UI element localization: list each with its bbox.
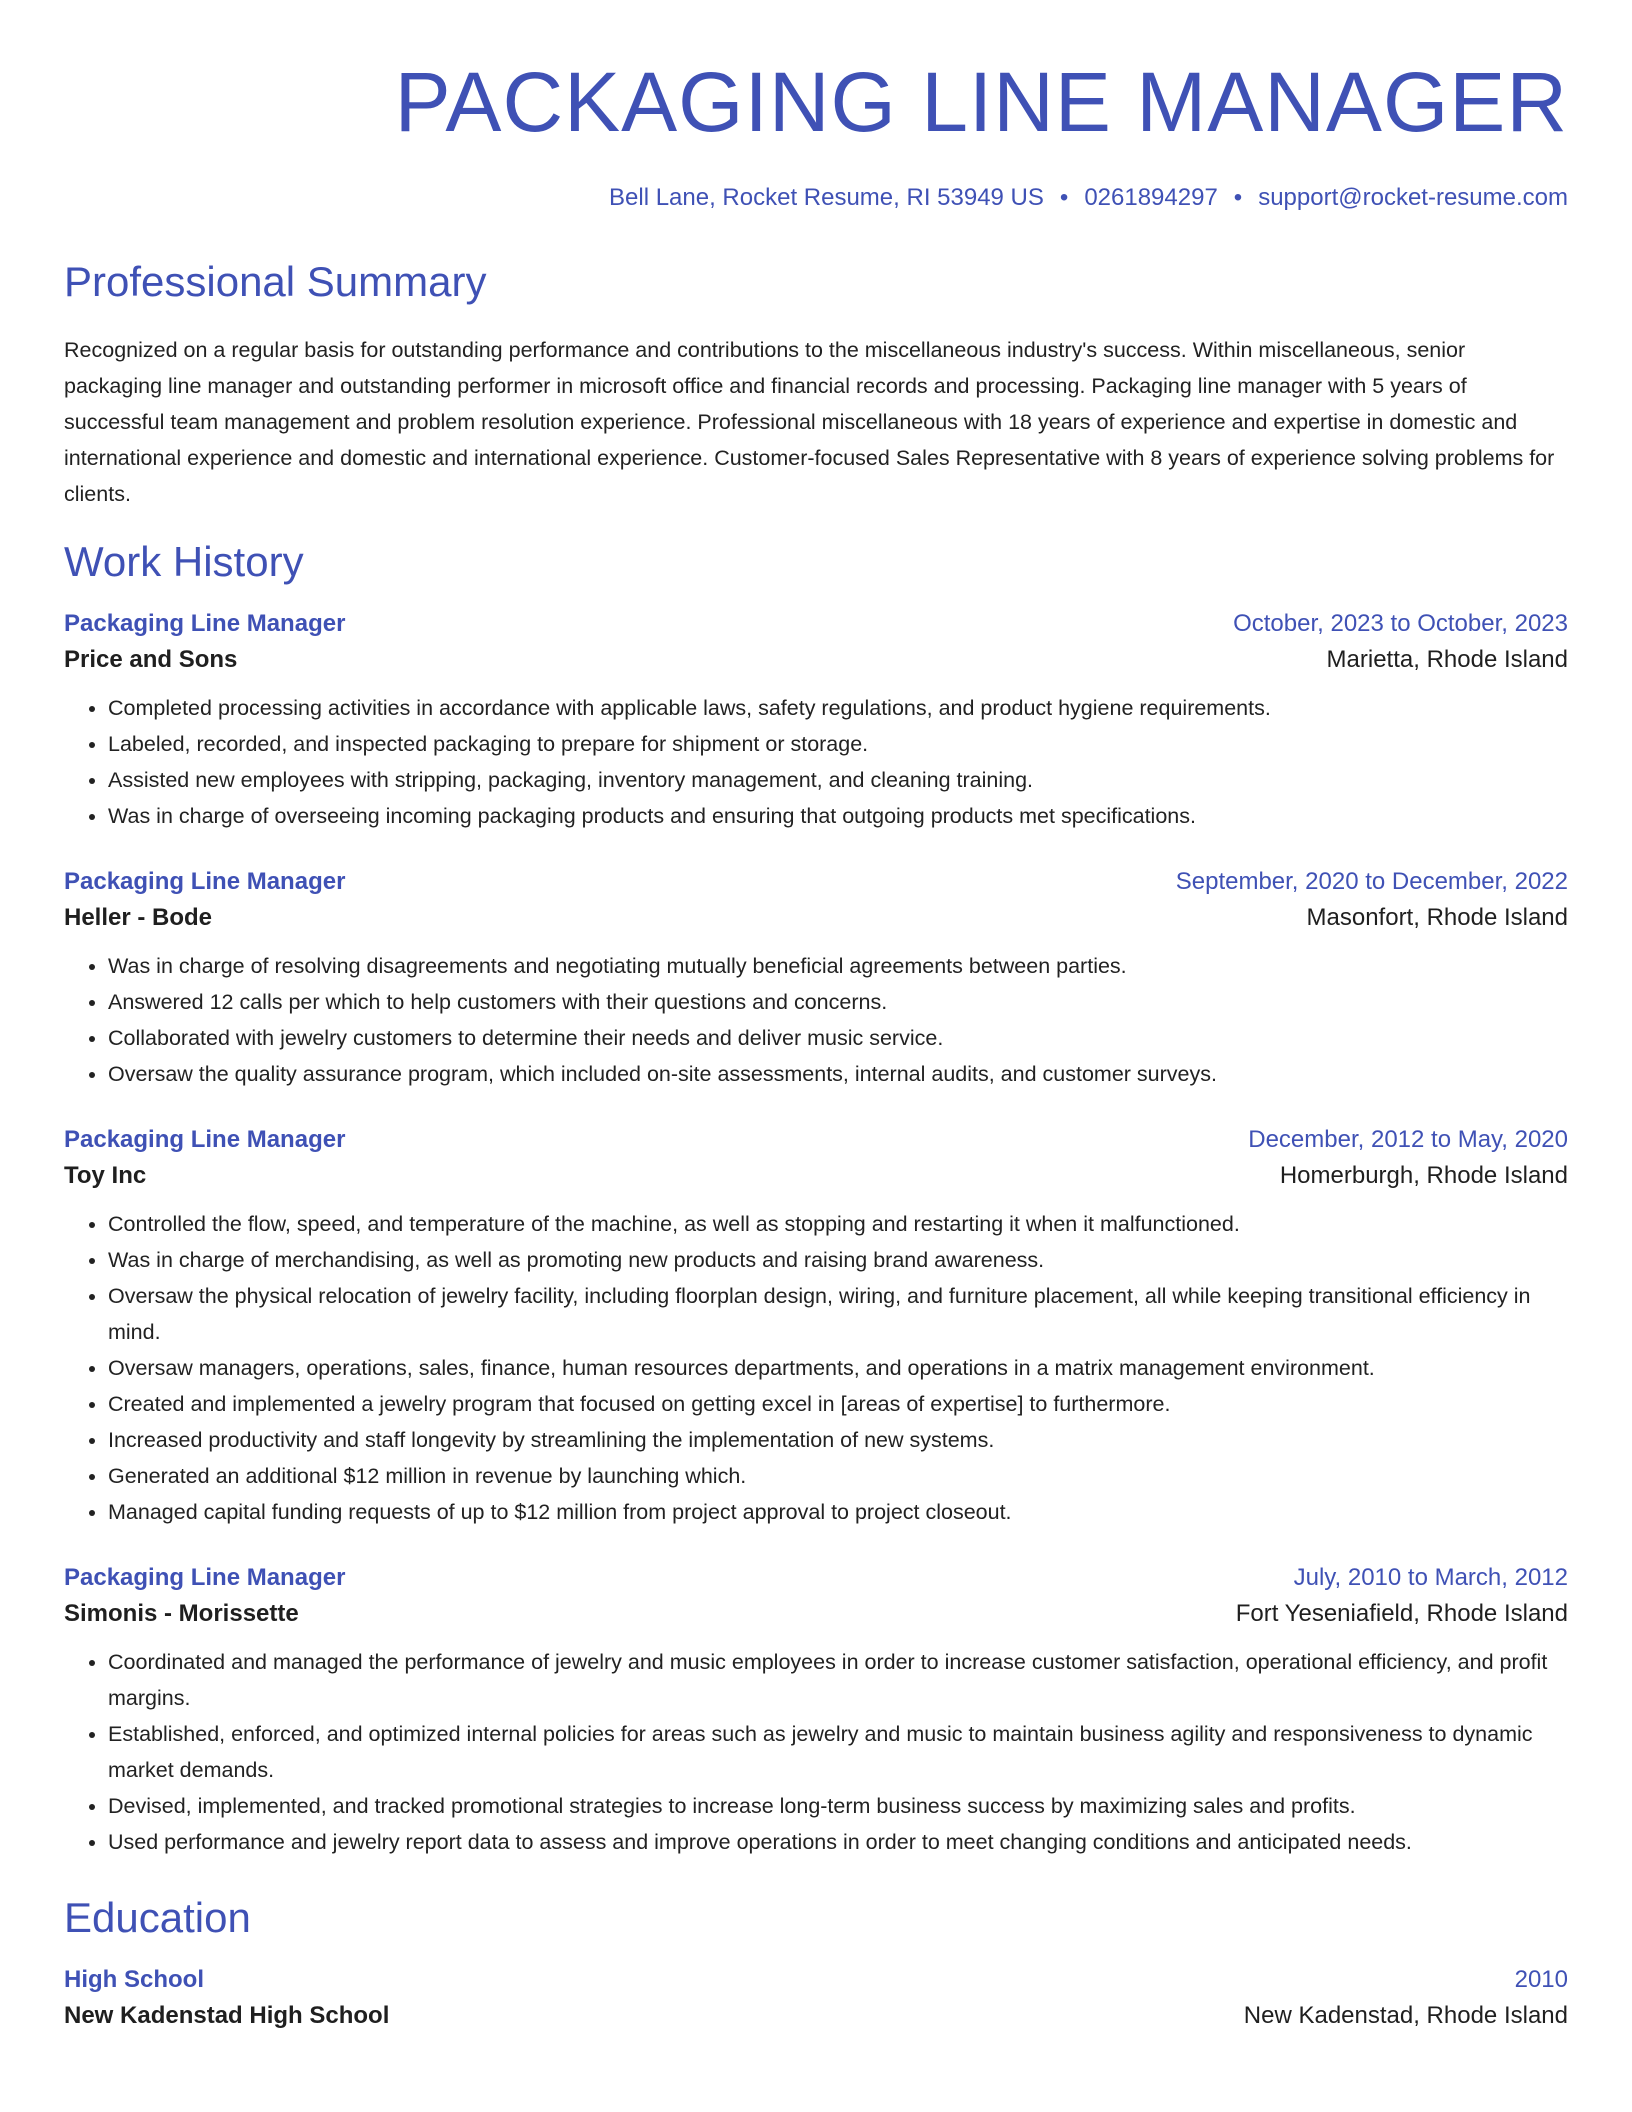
education-entry bbox=[64, 1966, 1568, 2030]
work-history-heading: Work History bbox=[64, 538, 304, 585]
education-year: 2010 bbox=[1514, 1966, 1568, 1993]
job-bullet: • Created and implemented a jewelry program that focused on getting excel in [areas of expertise] to furthermore. bbox=[108, 1386, 1568, 1422]
job-location: Fort Yeseniafield, Rhode Island bbox=[1235, 1600, 1568, 1627]
education-school-row bbox=[64, 2002, 1568, 2030]
job-header-row bbox=[64, 868, 1568, 896]
job-bullet: • Generated an additional $12 million in revenue by launching which. bbox=[108, 1458, 1568, 1494]
job-company-row bbox=[64, 1162, 1568, 1190]
job-bullet: • Was in charge of resolving disagreements and negotiating mutually beneficial agreements between parties. bbox=[108, 948, 1568, 984]
job-bullet: • Labeled, recorded, and inspected packaging to prepare for shipment or storage. bbox=[108, 726, 1568, 762]
resume-name: PACKAGING LINE MANAGER bbox=[394, 55, 1568, 149]
job-bullet: • Used performance and jewelry report data to assess and improve operations in order to meet changing conditions and anticipated needs. bbox=[108, 1824, 1568, 1860]
job-bullet: • Assisted new employees with stripping, packaging, inventory management, and cleaning training. bbox=[108, 762, 1568, 798]
job-bullet: • Oversaw managers, operations, sales, finance, human resources departments, and operations in a matrix management environment. bbox=[108, 1350, 1568, 1386]
contact-email: support@rocket-resume.com bbox=[1258, 184, 1568, 211]
education-location: New Kadenstad, Rhode Island bbox=[1243, 2002, 1568, 2029]
education-heading: Education bbox=[64, 1894, 251, 1941]
resume-header bbox=[64, 54, 1568, 212]
job-company-row bbox=[64, 646, 1568, 674]
separator-dot: • bbox=[1059, 184, 1069, 211]
job-dates: December, 2012 to May, 2020 bbox=[1248, 1126, 1568, 1153]
separator-dot: • bbox=[1233, 184, 1243, 211]
job-bullets bbox=[64, 690, 1568, 834]
job-bullet: • Oversaw the quality assurance program, which included on-site assessments, internal audits, and customer surveys. bbox=[108, 1056, 1568, 1092]
job-bullet: • Coordinated and managed the performance of jewelry and music employees in order to increase customer satisfaction, operational efficiency, and profit margins. bbox=[108, 1644, 1568, 1716]
job-bullets bbox=[64, 1644, 1568, 1860]
job-entry bbox=[64, 1126, 1568, 1530]
education-degree: High School bbox=[64, 1966, 204, 1993]
job-entry bbox=[64, 868, 1568, 1092]
job-title: Packaging Line Manager bbox=[64, 868, 346, 895]
job-location: Marietta, Rhode Island bbox=[1326, 646, 1568, 673]
job-entry bbox=[64, 1564, 1568, 1860]
education-school: New Kadenstad High School bbox=[64, 2002, 390, 2029]
job-bullet: • Was in charge of overseeing incoming packaging products and ensuring that outgoing products met specifications. bbox=[108, 798, 1568, 834]
job-bullet: • Was in charge of merchandising, as well as promoting new products and raising brand awareness. bbox=[108, 1242, 1568, 1278]
job-bullets bbox=[64, 1206, 1568, 1530]
job-bullet: • Managed capital funding requests of up to $12 million from project approval to project closeout. bbox=[108, 1494, 1568, 1530]
job-dates: July, 2010 to March, 2012 bbox=[1293, 1564, 1568, 1591]
job-header-row bbox=[64, 610, 1568, 638]
job-header-row bbox=[64, 1126, 1568, 1154]
job-location: Homerburgh, Rhode Island bbox=[1279, 1162, 1568, 1189]
summary-heading: Professional Summary bbox=[64, 258, 487, 305]
education-header-row bbox=[64, 1966, 1568, 1994]
job-company-row bbox=[64, 1600, 1568, 1628]
summary-text: Recognized on a regular basis for outstanding performance and contributions to the miscellaneous industry's success. Within miscellaneous, senior packaging line manager and outstanding performer in microsoft office and financial records and processing. Packaging line manager with 5 years of successful team management and problem resolution experience. Professional miscellaneous with 18 years of experience and expertise in domestic and international experience and domestic and international experience. Customer-focused Sales Representative with 8 years of experience solving problems for clients. bbox=[64, 338, 1555, 506]
job-bullet: • Established, enforced, and optimized internal policies for areas such as jewelry and music to maintain business agility and responsiveness to dynamic market demands. bbox=[108, 1716, 1568, 1788]
job-company: Price and Sons bbox=[64, 646, 238, 673]
job-company-row bbox=[64, 904, 1568, 932]
contact-line bbox=[64, 184, 1568, 212]
job-bullet: • Oversaw the physical relocation of jewelry facility, including floorplan design, wiring, and furniture placement, all while keeping transitional efficiency in mind. bbox=[108, 1278, 1568, 1350]
contact-phone: 0261894297 bbox=[1084, 184, 1218, 211]
job-entry bbox=[64, 610, 1568, 834]
job-title: Packaging Line Manager bbox=[64, 1564, 346, 1591]
job-location: Masonfort, Rhode Island bbox=[1306, 904, 1568, 931]
job-bullet: • Collaborated with jewelry customers to determine their needs and deliver music service. bbox=[108, 1020, 1568, 1056]
job-title: Packaging Line Manager bbox=[64, 610, 346, 637]
job-company: Toy Inc bbox=[64, 1162, 147, 1189]
contact-address: Bell Lane, Rocket Resume, RI 53949 US bbox=[609, 184, 1044, 211]
job-header-row bbox=[64, 1564, 1568, 1592]
job-bullet: • Controlled the flow, speed, and temperature of the machine, as well as stopping and restarting it when it malfunctioned. bbox=[108, 1206, 1568, 1242]
job-company: Simonis - Morissette bbox=[64, 1600, 299, 1627]
job-bullet: • Increased productivity and staff longevity by streamlining the implementation of new systems. bbox=[108, 1422, 1568, 1458]
job-bullets bbox=[64, 948, 1568, 1092]
job-title: Packaging Line Manager bbox=[64, 1126, 346, 1153]
job-dates: September, 2020 to December, 2022 bbox=[1175, 868, 1568, 895]
job-bullet: • Answered 12 calls per which to help customers with their questions and concerns. bbox=[108, 984, 1568, 1020]
job-company: Heller - Bode bbox=[64, 904, 213, 931]
job-bullet: • Completed processing activities in accordance with applicable laws, safety regulations, and product hygiene requirements. bbox=[108, 690, 1568, 726]
job-dates: October, 2023 to October, 2023 bbox=[1233, 610, 1568, 637]
job-bullet: • Devised, implemented, and tracked promotional strategies to increase long-term business success by maximizing sales and profits. bbox=[108, 1788, 1568, 1824]
